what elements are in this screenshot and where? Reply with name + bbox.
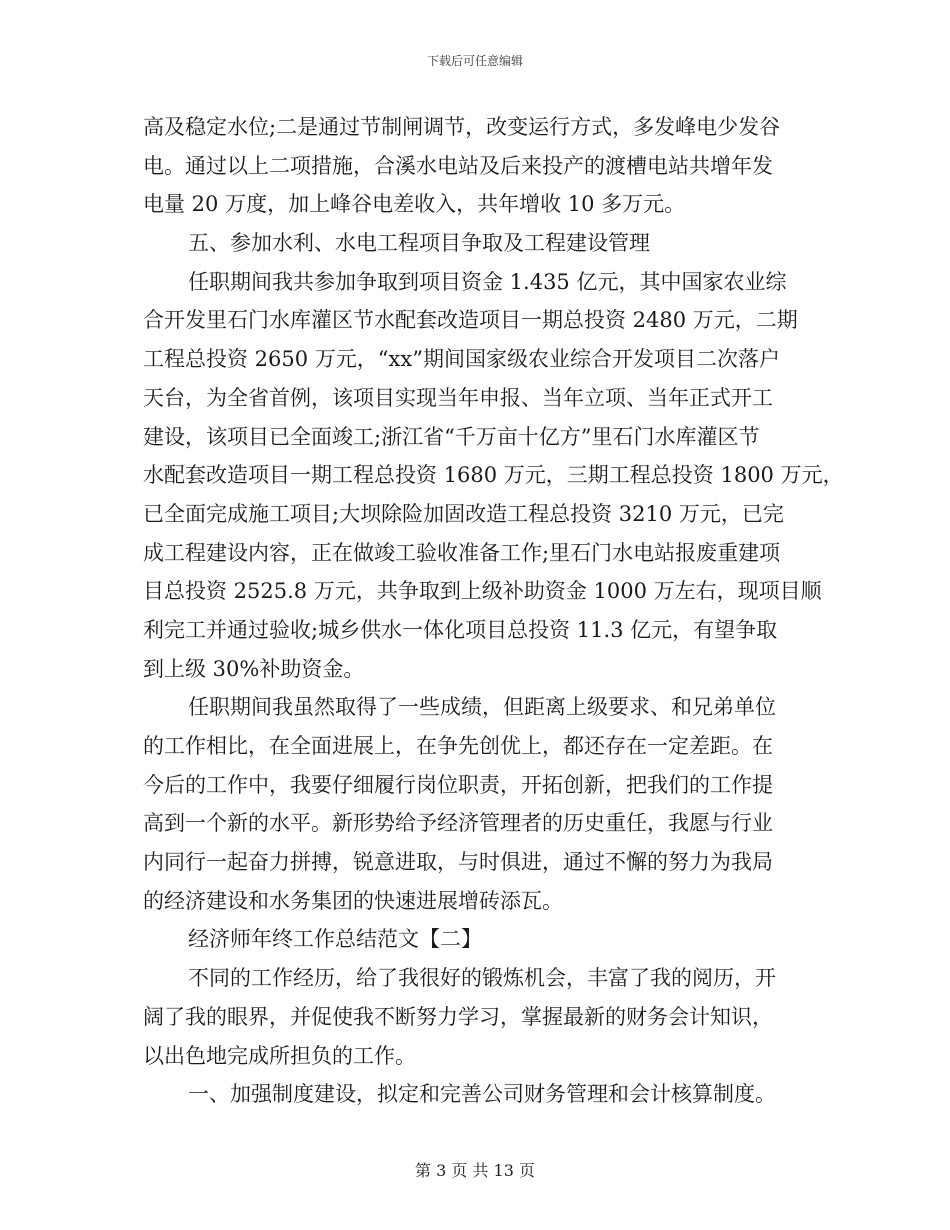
- section-heading: 一、加强制度建设，拟定和完善公司财务管理和会计核算制度。: [188, 1082, 776, 1107]
- text-line: 任职期间我共参加争取到项目资金 1.435 亿元，其中国家农业综: [188, 269, 787, 294]
- text-line: 任职期间我虽然取得了一些成绩，但距离上级要求、和兄弟单位: [188, 695, 776, 720]
- text-line: 目总投资 2525.8 万元，共争取到上级补助资金 1000 万左右，现项目顺: [143, 579, 822, 604]
- text-line: 高及稳定水位;二是通过节制闸调节，改变运行方式，多发峰电少发谷: [143, 115, 781, 139]
- text-line: 水配套改造项目一期工程总投资 1680 万元，三期工程总投资 1800 万元，: [143, 463, 844, 488]
- page-number: 第 3 页 共 13 页: [415, 1161, 535, 1180]
- text-line: 以出色地完成所担负的工作。: [143, 1043, 416, 1068]
- text-line: 内同行一起奋力拼搏，锐意进取，与时俱进，通过不懈的努力为我局: [143, 850, 773, 875]
- text-line: 的经济建设和水务集团的快速进展增砖添瓦。: [143, 888, 563, 913]
- text-line: 的工作相比，在全面进展上，在争先创优上，都还存在一定差距。在: [143, 734, 773, 758]
- text-line: 天台，为全省首例，该项目实现当年申报、当年立项、当年正式开工: [143, 385, 773, 410]
- page-header: 下载后可任意编辑: [426, 54, 523, 68]
- text-line: 建设，该项目已全面竣工;浙江省“千万亩十亿方”里石门水库灌区节: [143, 424, 760, 449]
- text-line: 利完工并通过验收;城乡供水一体化项目总投资 11.3 亿元，有望争取: [143, 617, 778, 642]
- text-line: 已全面完成施工项目;大坝除险加固改造工程总投资 3210 万元，已完: [143, 501, 784, 526]
- text-line: 工程总投资 2650 万元，“xx”期间国家级农业综合开发项目二次落户: [143, 347, 780, 372]
- document-body: [143, 108, 844, 1114]
- text-line: 高到一个新的水平。新形势给予经济管理者的历史重任，我愿与行业: [143, 811, 773, 836]
- text-line: 合开发里石门水库灌区节水配套改造项目一期总投资 2480 万元，二期: [143, 308, 798, 333]
- text-line: 成工程建设内容，正在做竣工验收准备工作;里石门水电站报废重建项: [143, 540, 781, 565]
- text-line: 电。通过以上二项措施，合溪水电站及后来投产的渡槽电站共增年发: [143, 153, 773, 178]
- text-line: 不同的工作经历，给了我很好的锻炼机会，丰富了我的阅历，开: [188, 966, 776, 991]
- section-heading: 经济师年终工作总结范文【二】: [188, 927, 482, 952]
- text-line: 到上级 30%补助资金。: [143, 656, 365, 681]
- text-line: 阔了我的眼界，并促使我不断努力学习，掌握最新的财务会计知识，: [143, 1004, 773, 1029]
- text-line: 今后的工作中，我要仔细履行岗位职责，开拓创新，把我们的工作提: [143, 772, 773, 797]
- text-line: 电量 20 万度，加上峰谷电差收入，共年增收 10 多万元。: [143, 192, 686, 217]
- section-heading: 五、参加水利、水电工程项目争取及工程建设管理: [188, 231, 650, 256]
